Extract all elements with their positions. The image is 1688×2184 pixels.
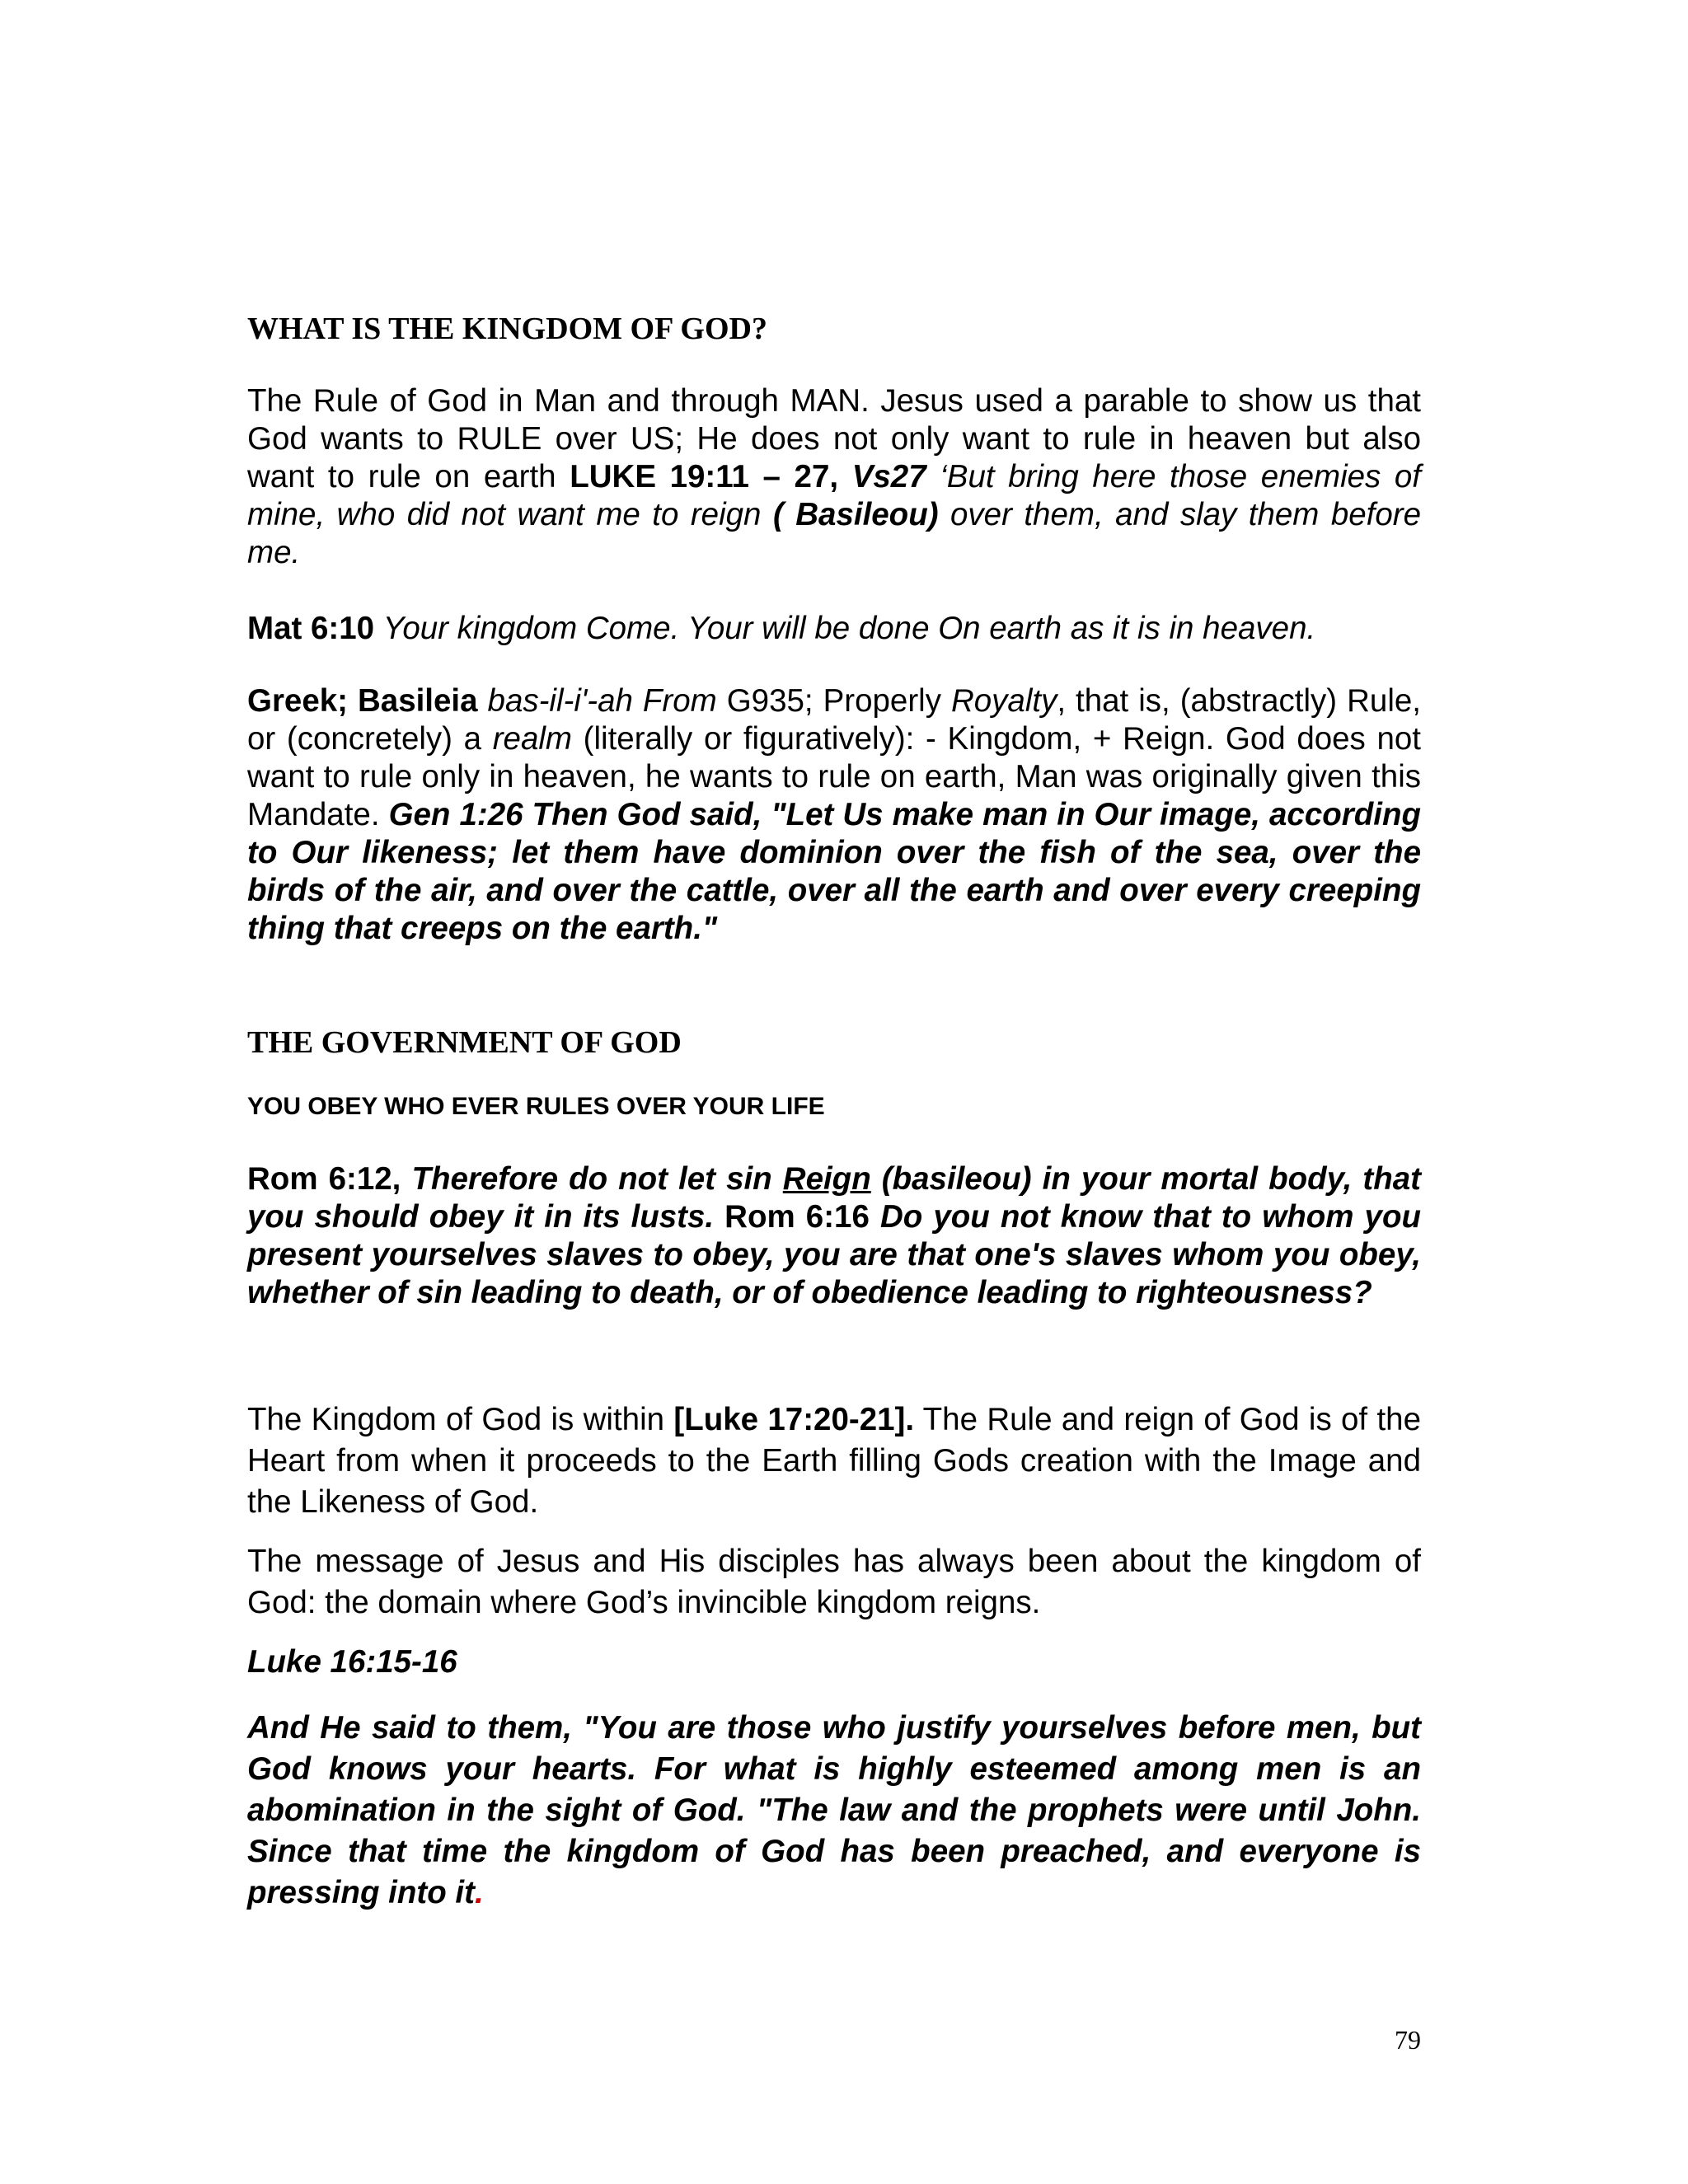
rule-text: The Rule of God in Man and through MAN. Jesus used a parable to show us that God wants to RULE over US; He does not only want to rule in heaven but also want to rule on earth [247,383,1421,494]
government-heading: THE GOVERNMENT OF GOD [247,1025,682,1060]
kingdom-within-paragraph [247,1399,1421,1523]
greek-definition-2: , that is, (abstractly) Rule, or (concretely) a [247,683,1421,757]
greek-basileia-paragraph [247,682,1421,948]
realm-term: realm [492,721,573,757]
kingdom-heading: WHAT IS THE KINGDOM OF GOD? [247,312,767,346]
reign-underlined: Reign [782,1161,871,1197]
rule-of-god-paragraph [247,382,1421,572]
mat-6-10-reference: Mat 6:10 [247,611,375,646]
rom-6-12-quote-end: (basileou) in your mortal body, that you should obey it in its lusts. [247,1161,1422,1235]
greek-definition-3: (literally or figuratively): - Kingdom, + Reign. God does not want to rule only in heaven, he wants to rule on earth, Man was originally given this Mandate. [247,721,1421,832]
greek-definition-1: G935; Properly [716,683,951,719]
within-text-end: The Rule and reign of God is of the Heart from when it proceeds to the Earth filling Gods creation with the Image and the Likeness of God. [247,1402,1421,1520]
royalty-term: Royalty [950,683,1057,719]
gen-1-26-reference: Gen 1:26 [388,797,523,832]
greek-basileia-label: Greek; Basileia [247,683,478,719]
rom-6-12-reference: Rom 6:12, [247,1161,412,1197]
pronunciation: bas-il-i'-ah From [487,683,717,719]
mat-6-10-paragraph [247,610,1421,648]
luke-16-quote: And He said to them, "You are those who justify yourselves before men, but God knows your hearts. For what is highly esteemed among men is an abomination in the sight of God. "The law and the prophets were until John. Since that time the kingdom of God has been preached, and everyone is pressing into it [247,1710,1421,1910]
gen-1-26-quote: Then God said, "Let Us make man in Our image, according to Our likeness; let them have dominion over the fish of the sea, over the birds of the air, and over the cattle, over all the earth and over every creeping thing that creeps on the earth." [247,797,1421,946]
within-text-start: The Kingdom of God is within [247,1402,674,1437]
red-period: . [474,1875,484,1910]
vs27-quote-end: over them, and slay them before me. [247,497,1421,570]
basileou-term: ( Basileou) [772,497,939,532]
obey-subheading: YOU OBEY WHO EVER RULES OVER YOUR LIFE [247,1093,825,1120]
message-paragraph: The message of Jesus and His disciples has always been about the kingdom of God: the domain where God’s invincible kingdom reigns. [247,1544,1421,1620]
page-content [247,310,1421,1914]
page-number: 79 [1395,2025,1421,2055]
rom-6-12-quote-start: Therefore do not let sin [411,1161,783,1197]
rom-6-16-quote: Do you not know that to whom you present yourselves slaves to obey, you are that one's slaves whom you obey, whether of sin leading to death, or of obedience leading to righteousness? [247,1199,1421,1310]
romans-paragraph [247,1160,1421,1312]
luke-19-reference: LUKE 19:11 – 27, [570,459,839,494]
luke-17-reference: [Luke 17:20-21]. [673,1402,915,1437]
mat-6-10-quote: Your kingdom Come. Your will be done On earth as it is in heaven. [382,611,1316,646]
vs27-reference: Vs27 [851,459,926,494]
luke-16-quote-paragraph [247,1708,1421,1914]
vs27-quote-start: ‘But bring here those enemies of mine, who did not want me to reign [247,459,1422,532]
luke-16-reference: Luke 16:15-16 [247,1644,457,1680]
rom-6-16-reference: Rom 6:16 [714,1199,880,1235]
